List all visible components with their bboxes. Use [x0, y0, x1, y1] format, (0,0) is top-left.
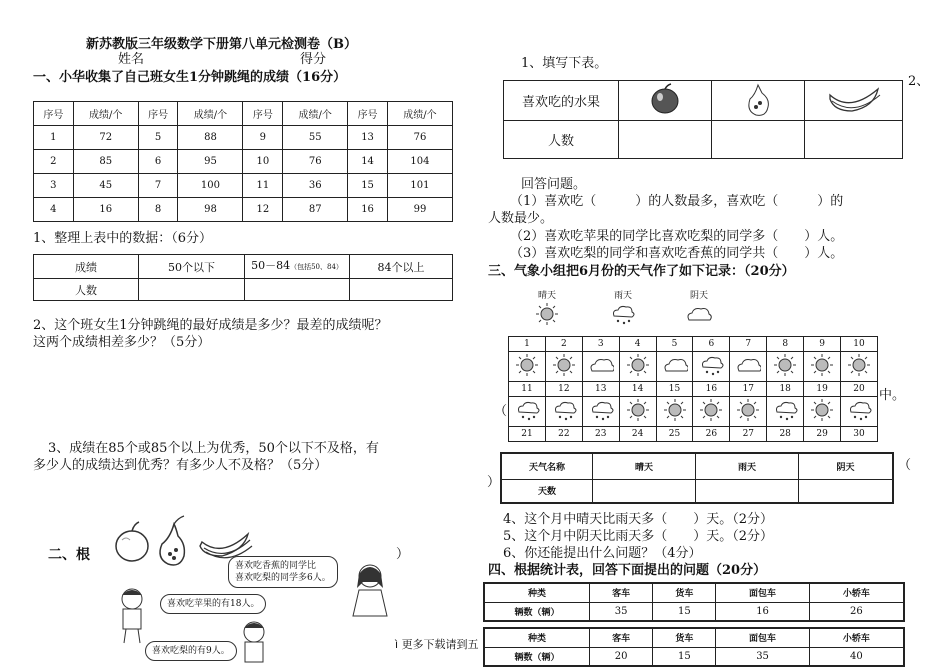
- day-number: 9: [804, 337, 841, 352]
- table-cell: 100: [178, 174, 243, 198]
- day-number: 13: [582, 382, 619, 397]
- day-number: 2: [545, 337, 582, 352]
- apple-icon: [647, 81, 683, 117]
- col-header: 成绩/个: [73, 102, 138, 126]
- col-header: 面包车: [716, 628, 809, 647]
- question-6: 6、你还能提出什么问题？（4分）: [503, 546, 702, 561]
- day-number: 4: [619, 337, 656, 352]
- answer-cell[interactable]: [696, 479, 799, 503]
- sun-icon: [804, 397, 841, 427]
- fill-table-question: 1、填写下表。: [521, 56, 608, 71]
- rain-icon: [767, 397, 804, 427]
- weather-legend: [528, 288, 728, 328]
- jump-rope-table: [33, 101, 453, 222]
- table-cell: 99: [387, 198, 452, 222]
- cloud-icon: [656, 352, 693, 382]
- table-cell: 2: [34, 150, 74, 174]
- answer-1-line2: 人数最少。: [488, 211, 554, 226]
- day-number: 20: [841, 382, 878, 397]
- col-header: 面包车: [716, 583, 809, 602]
- speech-bubble-banana: 喜欢吃香蕉的同学比 喜欢吃梨的同学多6人。: [228, 556, 338, 588]
- fruit-cell-banana: [805, 81, 903, 121]
- sun-icon: [693, 397, 730, 427]
- table-cell: 9: [243, 126, 283, 150]
- answer-cell[interactable]: [619, 121, 712, 159]
- answer-cell[interactable]: [712, 121, 805, 159]
- col-header: 小轿车: [809, 583, 904, 602]
- name-label: 姓名: [118, 52, 145, 67]
- sun-icon: [545, 352, 582, 382]
- sun-icon: [730, 397, 767, 427]
- sun-icon: [619, 352, 656, 382]
- col-header: 序号: [348, 102, 388, 126]
- day-number: 8: [767, 337, 804, 352]
- fruit-preference-table: [503, 80, 903, 159]
- col-header: 种类: [484, 628, 590, 647]
- col-header: 成绩/个: [387, 102, 452, 126]
- table-cell: 85: [73, 150, 138, 174]
- range-note: （包括50、84）: [290, 263, 343, 271]
- sun-icon: [509, 352, 546, 382]
- table-cell: 98: [178, 198, 243, 222]
- speech-bubble-apple: 喜欢吃苹果的有18人。: [160, 594, 266, 614]
- table-cell: 4: [34, 198, 74, 222]
- col-header: 晴天: [593, 453, 696, 479]
- legend-rain-label: 雨天: [614, 291, 633, 301]
- range-label: 50－84: [251, 259, 291, 272]
- table-cell: 35: [590, 602, 653, 621]
- pear-icon: [740, 81, 776, 117]
- cloud-icon: [582, 352, 619, 382]
- table-cell: 20: [590, 647, 653, 666]
- day-number: 18: [767, 382, 804, 397]
- col-header: 50个以下: [139, 255, 245, 279]
- table-cell: 3: [34, 174, 74, 198]
- col-header: 货车: [653, 628, 716, 647]
- rain-icon: [693, 352, 730, 382]
- col-header: 小轿车: [809, 628, 904, 647]
- cloud-icon: [730, 352, 767, 382]
- fruit-cell-apple: [619, 81, 712, 121]
- question-3-line2: 多少人的成绩达到优秀？有多少人不及格？（5分）: [33, 458, 328, 473]
- day-number: 11: [509, 382, 546, 397]
- weather-calendar: [508, 336, 878, 442]
- score-summary-table: [33, 254, 453, 301]
- question-2-line1: 2、这个班女生1分钟跳绳的最好成绩是多少？最差的成绩呢？: [33, 318, 388, 333]
- table-cell: 16: [716, 602, 809, 621]
- day-number: 26: [693, 427, 730, 442]
- table-cell: 6: [138, 150, 178, 174]
- col-header: [245, 255, 350, 279]
- day-number: 21: [509, 427, 546, 442]
- col-header: 成绩/个: [283, 102, 348, 126]
- answer-2: （2）喜欢吃苹果的同学比喜欢吃梨的同学多（ ）人。: [510, 229, 844, 244]
- table-cell: 45: [73, 174, 138, 198]
- boy-figure-icon: [110, 585, 154, 645]
- row-label: 辆数（辆）: [484, 647, 590, 666]
- day-number: 24: [619, 427, 656, 442]
- row-label: 人数: [34, 279, 139, 301]
- question-2-line2: 这两个成绩相差多少？（5分）: [33, 335, 211, 350]
- rain-icon: [608, 302, 638, 326]
- girl-figure-icon: [345, 560, 395, 626]
- answer-cell[interactable]: [593, 479, 696, 503]
- day-number: 12: [545, 382, 582, 397]
- day-number: 3: [582, 337, 619, 352]
- boy-figure-icon: [232, 618, 276, 672]
- day-number: 22: [545, 427, 582, 442]
- day-number: 14: [619, 382, 656, 397]
- sun-icon: [841, 352, 878, 382]
- vehicle-table-2: [483, 627, 905, 667]
- col-header: 雨天: [696, 453, 799, 479]
- day-number: 28: [767, 427, 804, 442]
- side-number: 2、: [908, 74, 930, 89]
- question-4: 4、这个月中晴天比雨天多（ ）天。（2分）: [503, 512, 774, 527]
- sun-icon: [767, 352, 804, 382]
- section1-heading: 一、小华收集了自己班女生1分钟跳绳的成绩（16分）: [33, 70, 347, 85]
- table-cell: 40: [809, 647, 904, 666]
- answer-cell[interactable]: [805, 121, 903, 159]
- table-cell: 95: [178, 150, 243, 174]
- table-cell: 12: [243, 198, 283, 222]
- answer-intro: 回答问题。: [521, 177, 587, 192]
- col-header: 种类: [484, 583, 590, 602]
- cloud-icon: [684, 302, 714, 326]
- footer-note: ì 更多下载请到五: [395, 638, 479, 651]
- answer-1-line1: （1）喜欢吃（ ）的人数最多，喜欢吃（ ）的: [510, 194, 844, 209]
- question-5: 5、这个月中阴天比雨天多（ ）天。（2分）: [503, 529, 774, 544]
- answer-cell[interactable]: [799, 479, 894, 503]
- col-header: 序号: [34, 102, 74, 126]
- day-number: 7: [730, 337, 767, 352]
- banana-icon: [826, 81, 882, 117]
- row-header: 喜欢吃的水果: [504, 81, 619, 121]
- left-paren-2: ）: [487, 475, 501, 490]
- vehicle-table-1: [483, 582, 905, 622]
- day-number: 25: [656, 427, 693, 442]
- col-header: 天气名称: [501, 453, 593, 479]
- day-number: 6: [693, 337, 730, 352]
- legend-cloud-label: 阴天: [690, 291, 709, 301]
- table-cell: 15: [653, 602, 716, 621]
- sun-icon: [619, 397, 656, 427]
- table-cell: 14: [348, 150, 388, 174]
- section4-heading: 四、根据统计表，回答下面提出的问题（20分）: [488, 563, 767, 578]
- table-cell: 15: [348, 174, 388, 198]
- sun-icon: [532, 302, 562, 326]
- table-cell: 55: [283, 126, 348, 150]
- table-cell: 35: [716, 647, 809, 666]
- table-cell: 72: [73, 126, 138, 150]
- rain-icon: [545, 397, 582, 427]
- day-number: 19: [804, 382, 841, 397]
- table-cell: 88: [178, 126, 243, 150]
- day-number: 15: [656, 382, 693, 397]
- weather-summary-table: [500, 452, 894, 504]
- day-number: 17: [730, 382, 767, 397]
- col-header: 阴天: [799, 453, 894, 479]
- table-cell: 87: [283, 198, 348, 222]
- day-number: 30: [841, 427, 878, 442]
- table-cell: 15: [653, 647, 716, 666]
- question-3-line1: 3、成绩在85个或85个以上为优秀，50个以下不及格，有: [48, 441, 379, 456]
- question-1: 1、整理上表中的数据：（6分）: [33, 231, 213, 246]
- day-number: 16: [693, 382, 730, 397]
- answer-3: （3）喜欢吃梨的同学和喜欢吃香蕉的同学共（ ）人。: [510, 246, 844, 261]
- table-cell: 76: [387, 126, 452, 150]
- col-header: 货车: [653, 583, 716, 602]
- pear-icon: [160, 516, 184, 565]
- sun-icon: [804, 352, 841, 382]
- table-cell: 16: [348, 198, 388, 222]
- left-paren: （: [494, 404, 508, 419]
- footer-text: 更多下载请到五: [401, 638, 479, 651]
- row-label: 辆数（辆）: [484, 602, 590, 621]
- day-number: 27: [730, 427, 767, 442]
- day-number: 1: [509, 337, 546, 352]
- rain-icon: [841, 397, 878, 427]
- col-header: 成绩: [34, 255, 139, 279]
- rain-icon: [509, 397, 546, 427]
- table-cell: 26: [809, 602, 904, 621]
- table-cell: 11: [243, 174, 283, 198]
- table-cell: 36: [283, 174, 348, 198]
- banana-icon: [200, 534, 252, 558]
- sun-icon: [656, 397, 693, 427]
- col-header: 成绩/个: [178, 102, 243, 126]
- speech-bubble-pear: 喜欢吃梨的有9人。: [145, 641, 237, 661]
- table-cell: 5: [138, 126, 178, 150]
- day-number: 29: [804, 427, 841, 442]
- col-header: 序号: [138, 102, 178, 126]
- row-header: 人数: [504, 121, 619, 159]
- page-title: 新苏教版三年级数学下册第八单元检测卷（B）: [86, 37, 357, 52]
- table-cell: 1: [34, 126, 74, 150]
- table-cell: 13: [348, 126, 388, 150]
- right-paren: （: [898, 458, 912, 473]
- legend-sunny-label: 晴天: [538, 291, 557, 301]
- row-label: 天数: [501, 479, 593, 503]
- table-cell: 10: [243, 150, 283, 174]
- day-number: 23: [582, 427, 619, 442]
- table-cell: 7: [138, 174, 178, 198]
- fruit-cell-pear: [712, 81, 805, 121]
- section3-heading: 三、气象小组把6月份的天气作了如下记录：（20分）: [488, 264, 795, 279]
- day-number: 5: [656, 337, 693, 352]
- col-header: 客车: [590, 628, 653, 647]
- section2-heading: 二、根: [48, 547, 90, 563]
- answer-cell[interactable]: [139, 279, 245, 301]
- day-number: 10: [841, 337, 878, 352]
- col-header: 客车: [590, 583, 653, 602]
- score-label: 得分: [300, 52, 327, 67]
- answer-cell[interactable]: [245, 279, 350, 301]
- col-header: 84个以上: [350, 255, 453, 279]
- table-cell: 101: [387, 174, 452, 198]
- answer-cell[interactable]: [350, 279, 453, 301]
- col-header: 序号: [243, 102, 283, 126]
- apple-icon: [116, 522, 148, 561]
- table-cell: 16: [73, 198, 138, 222]
- table-cell: 76: [283, 150, 348, 174]
- table-cell: 104: [387, 150, 452, 174]
- table-cell: 8: [138, 198, 178, 222]
- rain-icon: [582, 397, 619, 427]
- side-char: 中。: [879, 388, 906, 403]
- section2-tail: ）: [396, 547, 410, 562]
